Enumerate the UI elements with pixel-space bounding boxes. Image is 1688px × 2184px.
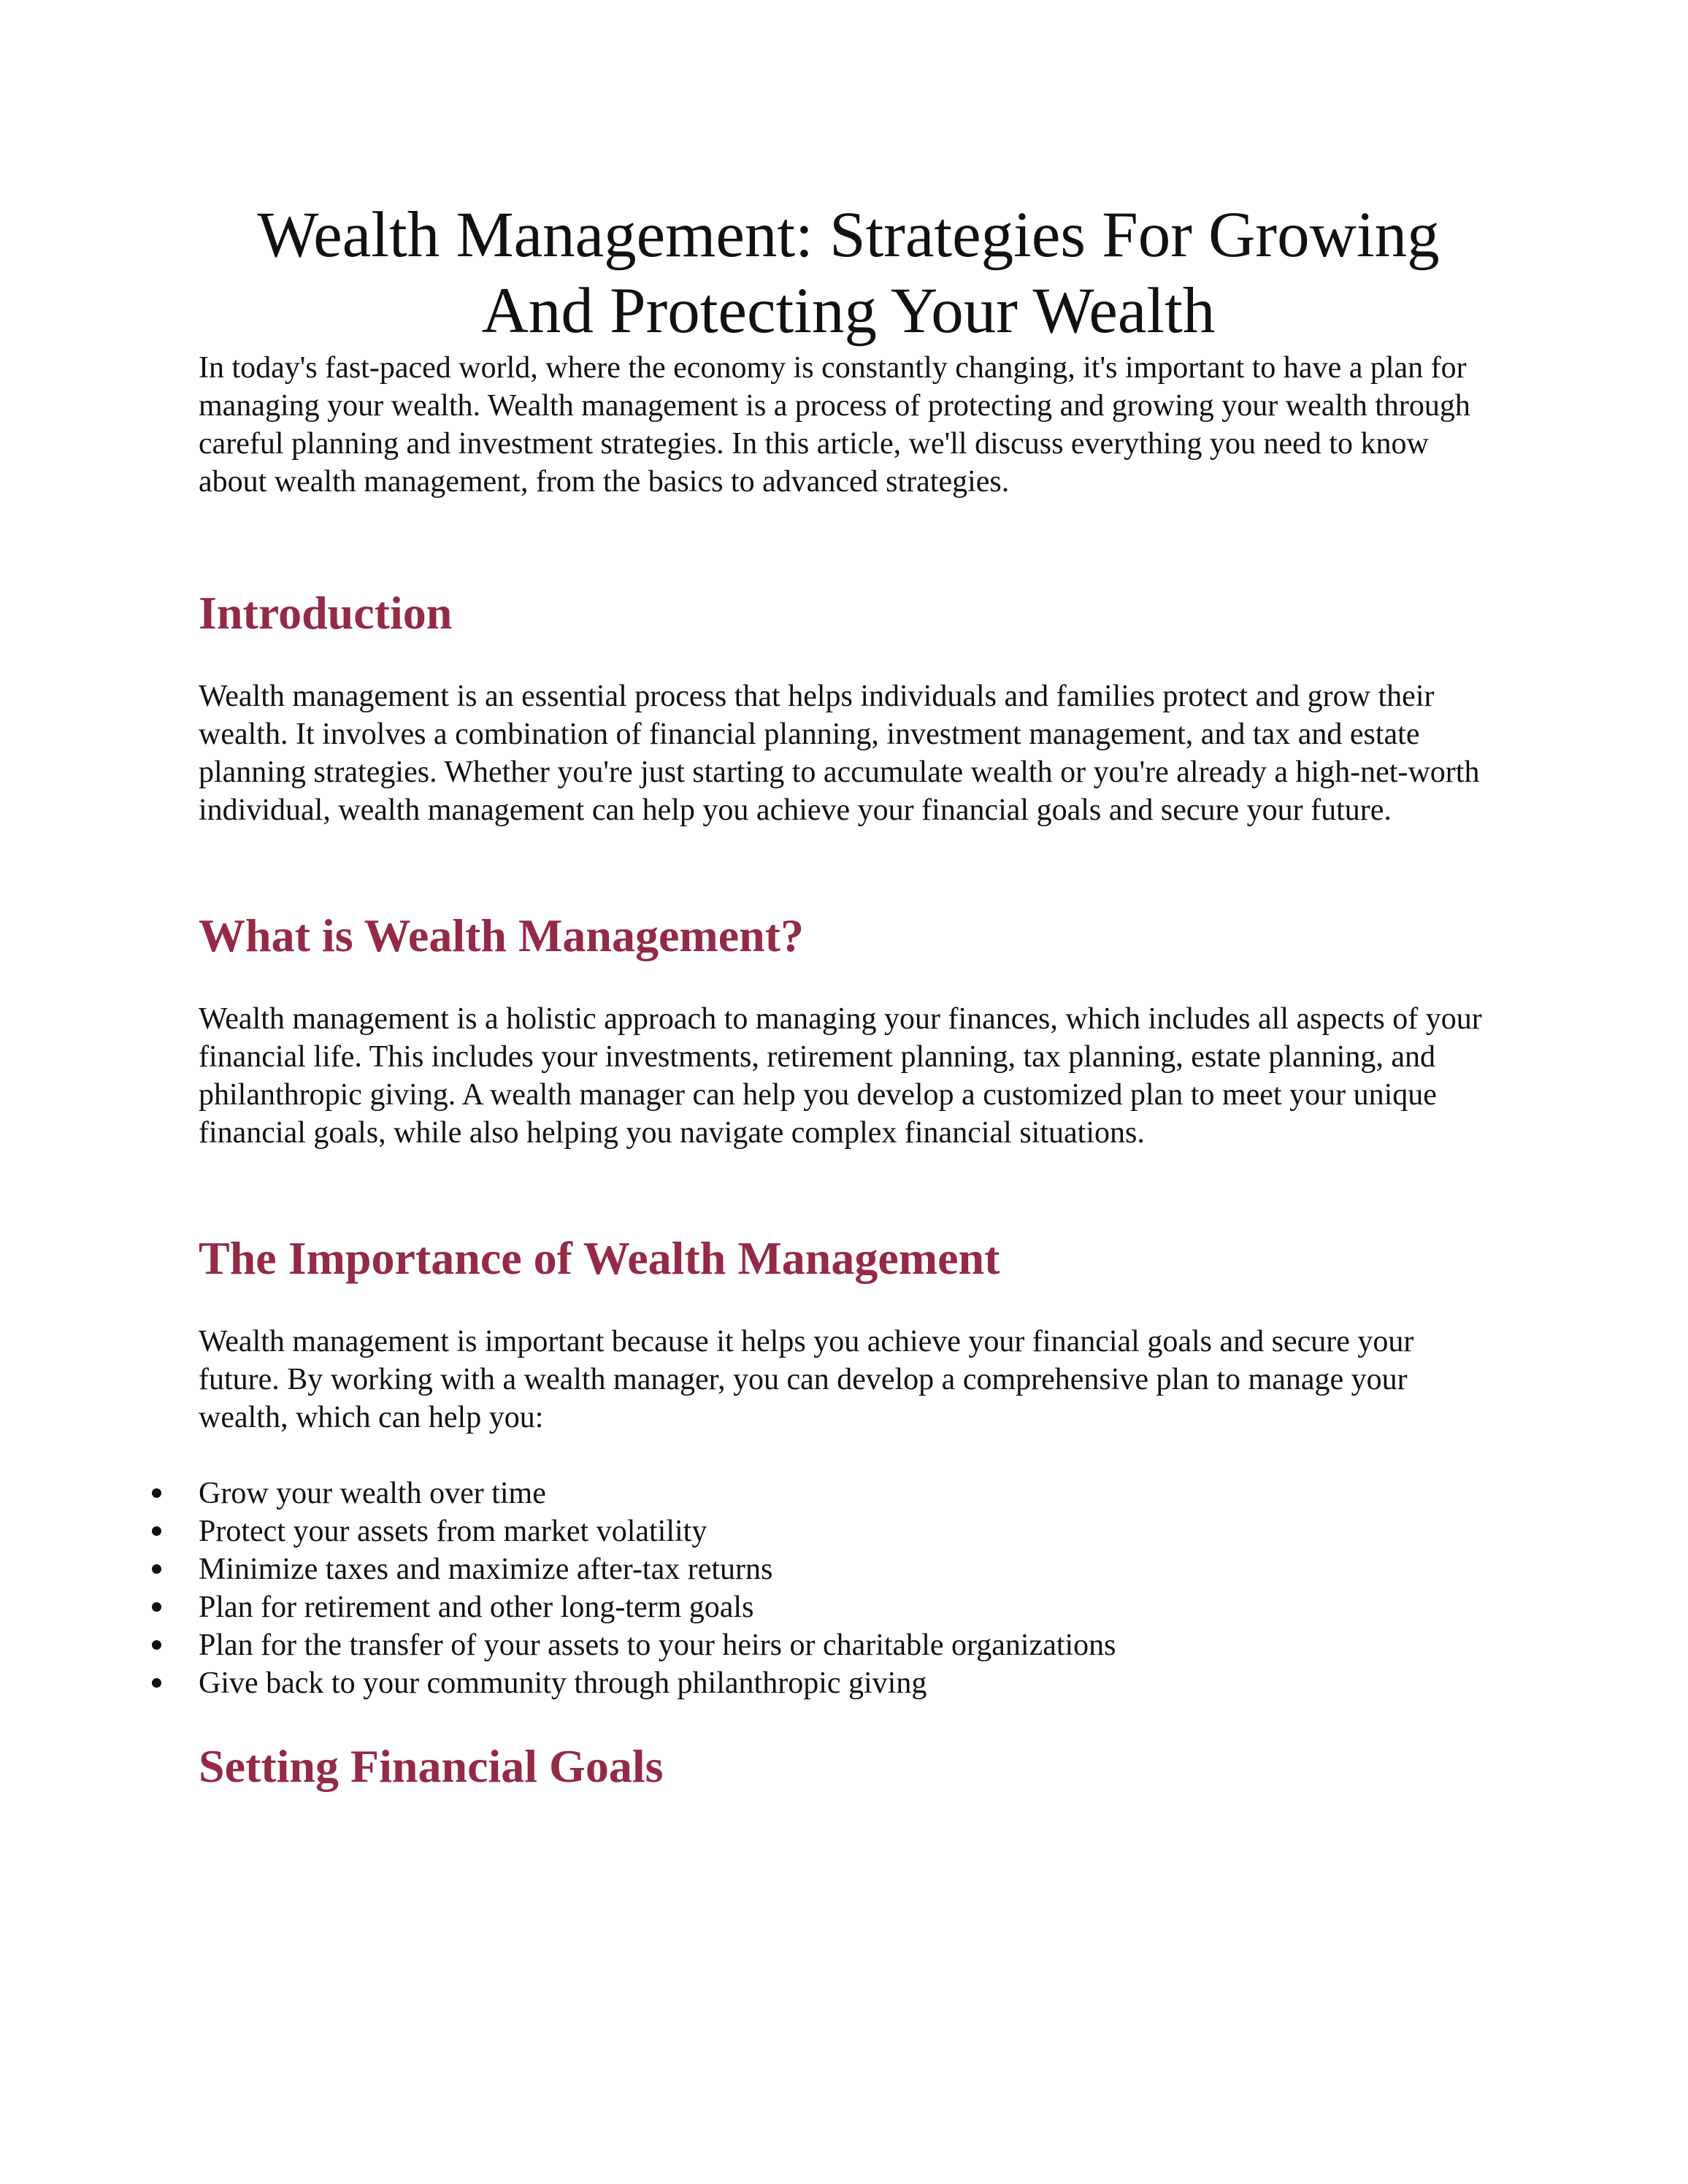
- bullet-icon: [152, 1526, 161, 1536]
- list-item: [0, 1512, 1489, 1550]
- list-item-text: Protect your assets from market volatility: [199, 1515, 707, 1548]
- heading-introduction: Introduction: [199, 587, 453, 639]
- list-item: [0, 1550, 1489, 1588]
- importance-paragraph: Wealth management is important because it helps you achieve your financial goals and secure your future. By working with a wealth manager, you can develop a comprehensive plan to manage your wealth, which can help you:: [199, 1325, 1414, 1434]
- list-item-text: Give back to your community through philanthropic giving: [199, 1666, 927, 1700]
- page-title-line-2: And Protecting Your Wealth: [481, 275, 1216, 347]
- list-item-text: Minimize taxes and maximize after-tax returns: [199, 1553, 773, 1586]
- bullet-icon: [152, 1640, 161, 1650]
- bullet-icon: [152, 1488, 161, 1498]
- intro-paragraph: In today's fast-paced world, where the economy is constantly changing, it's important to have a plan for managing your wealth. Wealth management is a process of protecting and growing your wealth through careful planning and investment strategies. In this article, we'll discuss everything you need to know about wealth management, from the basics to advanced strategies.: [199, 351, 1470, 499]
- list-item: [0, 1664, 1489, 1702]
- heading-importance: The Importance of Wealth Management: [199, 1232, 1000, 1284]
- heading-what-is-wealth-management: What is Wealth Management?: [199, 910, 805, 961]
- list-item-text: Plan for retirement and other long-term goals: [199, 1591, 754, 1624]
- page-title: [199, 197, 1498, 349]
- benefits-list: [0, 1474, 1489, 1702]
- bullet-icon: [152, 1564, 161, 1574]
- list-item-text: Plan for the transfer of your assets to your heirs or charitable organizations: [199, 1629, 1116, 1662]
- page-title-line-1: Wealth Management: Strategies For Growing: [257, 199, 1440, 271]
- bullet-icon: [152, 1678, 161, 1688]
- heading-setting-financial-goals: Setting Financial Goals: [199, 1740, 664, 1792]
- what-is-paragraph: Wealth management is a holistic approach to managing your finances, which includes all aspects of your financial life. This includes your investments, retirement planning, tax planning, estate planning, and philanthropic giving. A wealth manager can help you develop a customized plan to meet your unique financial goals, while also helping you navigate complex financial situations.: [199, 1002, 1482, 1150]
- document-content: [199, 197, 1498, 1794]
- introduction-paragraph: Wealth management is an essential process that helps individuals and families protect and grow their wealth. It involves a combination of financial planning, investment management, and tax and estate planning strategies. Whether you're just starting to accumulate wealth or you're already a high-net-worth individual, wealth management can help you achieve your financial goals and secure your future.: [199, 680, 1480, 827]
- list-item-text: Grow your wealth over time: [199, 1477, 546, 1510]
- bullet-icon: [152, 1602, 161, 1612]
- list-item: [0, 1626, 1489, 1664]
- list-item: [0, 1588, 1489, 1626]
- list-item: [0, 1474, 1489, 1512]
